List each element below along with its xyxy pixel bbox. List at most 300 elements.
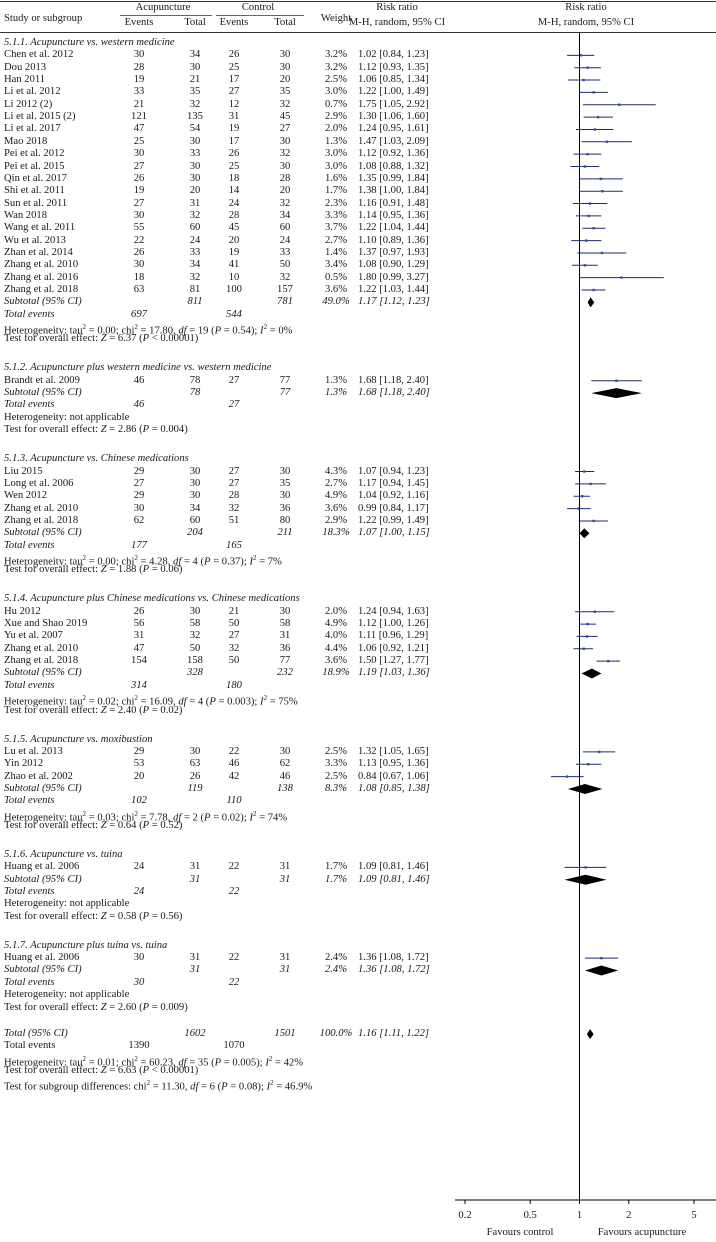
risk-ratio-ci: 1.17 [1.12, 1.23]	[358, 296, 430, 308]
control-total: 30	[279, 135, 291, 147]
point-estimate	[585, 239, 587, 241]
study-name: Han 2011	[4, 74, 46, 86]
point-estimate	[600, 957, 602, 959]
acu-events: 46	[133, 374, 145, 386]
acu-events: 24	[133, 861, 145, 873]
acu-total: 81	[189, 284, 201, 295]
acu-total: 32	[189, 209, 201, 221]
risk-ratio-ci: 1.11 [0.96, 1.29]	[358, 630, 429, 642]
weight-value: 8.3%	[324, 782, 348, 794]
risk-ratio-ci: 1.75 [1.05, 2.92]	[358, 98, 429, 110]
overall-effect-text: Test for overall effect: Z = 0.58 (P = 0.56)	[4, 910, 183, 922]
total-events-label: Total events	[4, 399, 55, 411]
weight-value: 2.5%	[324, 770, 348, 782]
risk-ratio-ci: 1.22 [1.00, 1.49]	[358, 86, 429, 98]
acu-total: 30	[189, 745, 201, 757]
summary-diamond	[580, 528, 590, 538]
acu-total: 811	[187, 296, 203, 308]
acu-events: 19	[133, 74, 145, 86]
control-total: 30	[279, 61, 291, 73]
control-total: 31	[279, 861, 291, 873]
weight-value: 2.7%	[324, 234, 348, 246]
point-estimate	[584, 165, 586, 167]
study-name: Sun et al. 2011	[4, 197, 68, 209]
weight-value: 1.7%	[324, 873, 348, 885]
weight-value: 4.4%	[324, 642, 348, 654]
weight-value: 4.9%	[324, 618, 348, 630]
axis-tick-label: 0.5	[523, 1210, 537, 1221]
acu-events: 19	[133, 185, 145, 197]
control-total: 1501	[274, 1028, 296, 1040]
acu-total: 30	[189, 477, 201, 489]
acu-events: 29	[133, 465, 145, 477]
point-estimate	[582, 648, 584, 650]
summary-diamond	[568, 784, 602, 794]
acu-events: 31	[133, 630, 145, 642]
header-risk-ratio-right: Risk ratio	[565, 2, 607, 13]
total-events-label: Total events	[4, 795, 55, 807]
weight-value: 2.5%	[324, 74, 348, 86]
acu-total: 1602	[184, 1028, 206, 1040]
acu-events: 20	[133, 770, 145, 782]
acu-total: 34	[189, 49, 201, 61]
subtotal-label: Subtotal (95% CI)	[4, 667, 82, 679]
header-acu-total: Total	[184, 17, 206, 28]
acu-total: 33	[189, 246, 201, 258]
point-estimate	[588, 215, 590, 217]
acu-events-total: 314	[131, 679, 147, 691]
study-name: Wan 2018	[4, 209, 47, 221]
acu-total: 20	[189, 185, 201, 197]
point-estimate	[615, 380, 617, 382]
weight-value: 1.4%	[324, 246, 348, 258]
control-total: 35	[279, 477, 291, 489]
total-events-label: Total events	[4, 976, 55, 988]
weight-value: 2.9%	[324, 514, 348, 526]
subgroup-differences-text: Test for subgroup differences: chi$^2$ = 11.30, df = 6 (P = 0.08); $I^2 = 46.9\%$	[4, 1079, 313, 1094]
header-acupuncture: Acupuncture	[135, 2, 191, 13]
control-total: 46	[279, 770, 291, 782]
favours-control-label: Favours control	[486, 1227, 554, 1238]
risk-ratio-ci: 1.14 [0.95, 1.36]	[358, 209, 429, 221]
risk-ratio-ci: 1.37 [0.97, 1.93]	[358, 246, 429, 258]
subtotal-label: Subtotal (95% CI)	[4, 527, 82, 539]
weight-value: 0.5%	[324, 271, 348, 283]
header-weight: Weight	[320, 13, 352, 24]
acu-total: 34	[189, 259, 201, 271]
study-name: Huang et al. 2006	[4, 861, 80, 873]
point-estimate	[618, 104, 620, 106]
point-estimate	[594, 128, 596, 130]
point-estimate	[586, 623, 588, 625]
acu-events: 30	[133, 209, 145, 221]
acu-total: 30	[189, 61, 201, 73]
heterogeneity-text: Heterogeneity: tau$^2$ = 0.02; chi$^2$ = 16.09, df = 4 (P = 0.003); $I^2 = 75\%$	[4, 694, 298, 708]
header-risk-ratio-left: Risk ratio	[376, 2, 418, 13]
study-name: Huang et al. 2006	[4, 952, 80, 964]
study-name: Shi et al. 2011	[4, 185, 65, 197]
control-total: 211	[277, 527, 293, 539]
overall-effect-text: Test for overall effect: Z = 1.88 (P = 0.06)	[4, 564, 183, 576]
control-events: 28	[228, 209, 240, 221]
subgroup-title: 5.1.3. Acupuncture vs. Chinese medications	[4, 453, 189, 465]
heterogeneity-text: Heterogeneity: not applicable	[4, 989, 130, 1001]
weight-value: 1.3%	[324, 135, 348, 147]
control-events: 27	[228, 374, 240, 386]
acu-events: 26	[133, 605, 145, 617]
control-total: 32	[279, 197, 291, 209]
weight-value: 2.0%	[324, 605, 348, 617]
risk-ratio-ci: 1.36 [1.08, 1.72]	[358, 952, 429, 964]
control-total: 35	[279, 86, 291, 98]
control-total: 32	[279, 98, 291, 110]
point-estimate	[586, 153, 588, 155]
acu-total: 30	[189, 172, 201, 184]
control-total: 77	[279, 387, 291, 399]
control-events: 24	[228, 197, 240, 209]
acu-events: 47	[133, 642, 145, 654]
weight-value: 2.4%	[324, 964, 348, 976]
study-name: Lu et al. 2013	[4, 745, 63, 757]
header-method-right: M-H, random, 95% CI	[537, 17, 635, 28]
control-events: 10	[228, 271, 240, 283]
acu-events: 56	[133, 618, 145, 630]
acu-total: 26	[189, 770, 201, 782]
risk-ratio-ci: 1.12 [0.93, 1.35]	[358, 61, 429, 73]
point-estimate	[581, 495, 583, 497]
study-name: Li et al. 2017	[4, 123, 61, 135]
acu-events: 27	[133, 160, 145, 172]
point-estimate	[586, 67, 588, 69]
acu-events: 29	[133, 745, 145, 757]
control-events: 22	[228, 861, 240, 873]
control-events: 51	[228, 514, 240, 526]
acu-events: 47	[133, 123, 145, 135]
acu-events: 27	[133, 477, 145, 489]
control-events: 19	[228, 246, 240, 258]
header-study: Study or subgroup	[4, 13, 83, 24]
point-estimate	[584, 264, 586, 266]
point-estimate	[592, 289, 594, 291]
total-events-label: Total events	[4, 308, 55, 320]
acu-total: 32	[189, 630, 201, 642]
weight-value: 2.4%	[324, 952, 348, 964]
acu-total: 31	[189, 952, 201, 964]
acu-total: 31	[189, 964, 201, 976]
weight-value: 2.3%	[324, 197, 348, 209]
risk-ratio-ci: 1.24 [0.95, 1.61]	[358, 123, 429, 135]
heterogeneity-text: Heterogeneity: tau$^2$ = 0.00; chi$^2$ = 4.28, df = 4 (P = 0.37); $I^2 = 7\%$	[4, 553, 282, 568]
control-events: 27	[228, 465, 240, 477]
acu-total: 33	[189, 148, 201, 160]
acu-events: 30	[133, 49, 145, 61]
weight-value: 0.7%	[324, 98, 348, 110]
risk-ratio-ci: 1.06 [0.92, 1.21]	[358, 642, 429, 654]
heterogeneity-text: Heterogeneity: tau$^2$ = 0.00; chi$^2$ = 17.80, df = 19 (P = 0.54); $I^2 = 0\%$	[4, 323, 293, 337]
control-total: 50	[279, 259, 291, 271]
study-name: Zhang et al. 2010	[4, 259, 79, 271]
acu-events: 30	[133, 148, 145, 160]
weight-value: 3.2%	[324, 49, 348, 61]
acu-events: 33	[133, 86, 145, 98]
point-estimate	[607, 660, 609, 662]
header-acu-events: Events	[124, 17, 154, 28]
axis-tick-label: 2	[626, 1210, 632, 1221]
weight-value: 4.0%	[324, 630, 348, 642]
control-total: 77	[279, 655, 291, 667]
study-name: Zhao et al. 2002	[4, 770, 73, 782]
control-events: 28	[228, 490, 240, 502]
risk-ratio-ci: 1.09 [0.81, 1.46]	[358, 873, 430, 885]
weight-value: 1.3%	[324, 387, 348, 399]
acu-total: 31	[189, 197, 201, 209]
overall-effect-text: Test for overall effect: Z = 2.86 (P = 0.004)	[4, 424, 188, 436]
weight-value: 4.3%	[324, 465, 348, 477]
header-ctl-total: Total	[274, 17, 296, 28]
control-events: 50	[228, 618, 240, 630]
study-name: Liu 2015	[4, 465, 43, 477]
acu-events: 28	[133, 61, 145, 73]
control-events: 31	[228, 111, 240, 123]
overall-effect-text: Test for overall effect: Z = 6.37 (P < 0.00001)	[4, 333, 199, 345]
point-estimate	[597, 116, 599, 118]
axis-tick-label: 5	[691, 1210, 697, 1221]
control-total: 36	[279, 502, 291, 514]
control-total: 157	[277, 284, 293, 295]
acu-total: 204	[187, 527, 203, 539]
weight-value: 3.6%	[324, 502, 348, 514]
acu-events-total: 24	[133, 886, 145, 898]
risk-ratio-ci: 1.07 [0.94, 1.23]	[358, 465, 429, 477]
point-estimate	[600, 178, 602, 180]
risk-ratio-ci: 1.09 [0.81, 1.46]	[358, 861, 429, 873]
weight-value: 3.0%	[324, 86, 348, 98]
weight-value: 3.4%	[324, 259, 348, 271]
control-events: 22	[228, 745, 240, 757]
weight-value: 3.0%	[324, 148, 348, 160]
weight-value: 4.9%	[324, 490, 348, 502]
weight-value: 3.0%	[324, 160, 348, 172]
control-events: 25	[228, 160, 240, 172]
control-events-total: 544	[226, 308, 242, 320]
study-name: Long et al. 2006	[4, 477, 74, 489]
acu-total: 63	[189, 758, 201, 770]
acu-total: 30	[189, 160, 201, 172]
subgroup-title: 5.1.2. Acupuncture plus western medicine vs. western medicine	[4, 362, 272, 374]
control-total: 30	[279, 465, 291, 477]
weight-value: 2.5%	[324, 745, 348, 757]
control-events: 42	[228, 770, 240, 782]
summary-diamond	[565, 875, 607, 885]
weight-value: 1.6%	[324, 172, 348, 184]
acu-total: 31	[189, 873, 201, 885]
weight-value: 3.6%	[324, 655, 348, 667]
summary-diamond	[585, 965, 618, 975]
acu-events: 22	[133, 234, 145, 246]
control-events: 26	[228, 49, 240, 61]
control-events: 21	[228, 605, 240, 617]
risk-ratio-ci: 1.22 [1.03, 1.44]	[358, 284, 429, 295]
control-total: 60	[279, 222, 291, 234]
total-events-label: Total events	[4, 679, 55, 691]
control-events-total: 110	[226, 795, 242, 807]
risk-ratio-ci: 1.13 [0.95, 1.36]	[358, 758, 429, 770]
acu-total: 35	[189, 86, 201, 98]
weight-value: 3.3%	[324, 758, 348, 770]
acu-events: 53	[133, 758, 145, 770]
control-events: 18	[228, 172, 240, 184]
point-estimate	[587, 763, 589, 765]
control-total: 20	[279, 74, 291, 86]
risk-ratio-ci: 1.68 [1.18, 2.40]	[358, 387, 430, 399]
acu-total: 30	[189, 490, 201, 502]
acu-total: 32	[189, 98, 201, 110]
acu-events-total: 30	[133, 976, 145, 988]
subtotal-label: Subtotal (95% CI)	[4, 296, 82, 308]
point-estimate	[589, 483, 591, 485]
overall-effect-text: Test for overall effect: Z = 0.64 (P = 0.52)	[4, 819, 183, 831]
weight-value: 2.9%	[324, 111, 348, 123]
weight-value: 1.7%	[324, 185, 348, 197]
acu-events: 21	[133, 98, 145, 110]
risk-ratio-ci: 1.36 [1.08, 1.72]	[358, 964, 430, 976]
acu-total: 158	[187, 655, 203, 667]
acu-total: 31	[189, 861, 201, 873]
control-total: 781	[277, 296, 293, 308]
control-events: 20	[228, 234, 240, 246]
heterogeneity-text: Heterogeneity: not applicable	[4, 411, 130, 423]
point-estimate	[582, 79, 584, 81]
weight-value: 3.3%	[324, 209, 348, 221]
study-name: Brandt et al. 2009	[4, 374, 80, 386]
control-total: 31	[279, 964, 291, 976]
overall-effect-text: Test for overall effect: Z = 2.60 (P = 0.009)	[4, 1001, 188, 1013]
control-total: 28	[279, 172, 291, 184]
control-events: 32	[228, 642, 240, 654]
control-events: 19	[228, 123, 240, 135]
study-name: Li et al. 2012	[4, 86, 61, 98]
total-overall-effect-text: Test for overall effect: Z = 6.63 (P < 0.00001)	[4, 1065, 199, 1077]
risk-ratio-ci: 1.17 [0.94, 1.45]	[358, 477, 429, 489]
control-total: 30	[279, 605, 291, 617]
risk-ratio-ci: 1.50 [1.27, 1.77]	[358, 655, 429, 667]
point-estimate	[584, 866, 586, 868]
control-events: 27	[228, 630, 240, 642]
heterogeneity-text: Heterogeneity: not applicable	[4, 898, 130, 910]
study-name: Zhang et al. 2010	[4, 642, 79, 654]
acu-total: 34	[189, 502, 201, 514]
control-events-total: 27	[228, 399, 240, 411]
control-total: 32	[279, 148, 291, 160]
study-name: Hu 2012	[4, 605, 41, 617]
study-name: Pei et al. 2012	[4, 148, 65, 160]
study-name: Zhang et al. 2010	[4, 502, 79, 514]
point-estimate	[589, 202, 591, 204]
acu-events: 121	[131, 111, 147, 123]
subgroup-title: 5.1.1. Acupuncture vs. western medicine	[4, 37, 175, 48]
risk-ratio-ci: 1.12 [1.00, 1.26]	[358, 618, 429, 630]
control-events: 45	[228, 222, 240, 234]
weight-value: 3.7%	[324, 222, 348, 234]
point-estimate	[594, 611, 596, 613]
risk-ratio-ci: 1.22 [1.04, 1.44]	[358, 222, 429, 234]
control-total: 36	[279, 642, 291, 654]
grand-total-events-label: Total events	[4, 1040, 56, 1052]
header-control: Control	[241, 2, 275, 13]
control-events: 26	[228, 148, 240, 160]
point-estimate	[592, 91, 594, 93]
acu-total: 78	[189, 374, 201, 386]
risk-ratio-ci: 1.02 [0.84, 1.23]	[358, 49, 429, 61]
risk-ratio-ci: 1.32 [1.05, 1.65]	[358, 745, 429, 757]
point-estimate	[620, 276, 622, 278]
summary-diamond	[591, 388, 642, 398]
risk-ratio-ci: 1.12 [0.92, 1.36]	[358, 148, 429, 160]
control-events: 17	[228, 74, 240, 86]
control-total: 34	[279, 209, 291, 221]
weight-value: 2.0%	[324, 123, 348, 135]
acu-events: 55	[133, 222, 145, 234]
study-name: Mao 2018	[4, 135, 48, 147]
control-events: 41	[228, 259, 240, 271]
axis-tick-label: 1	[576, 1210, 583, 1221]
study-name: Chen et al. 2012	[4, 49, 74, 61]
control-total: 62	[279, 758, 291, 770]
weight-value: 18.9%	[322, 667, 350, 679]
risk-ratio-ci: 1.38 [1.00, 1.84]	[358, 185, 429, 197]
control-total: 30	[279, 160, 291, 172]
acu-total: 21	[189, 74, 201, 86]
subtotal-label: Subtotal (95% CI)	[4, 782, 82, 794]
control-events: 22	[228, 952, 240, 964]
control-events: 46	[228, 758, 240, 770]
control-total: 20	[279, 185, 291, 197]
point-estimate	[601, 252, 603, 254]
header-ctl-events: Events	[219, 17, 249, 28]
acu-events-total: 177	[131, 539, 147, 551]
acu-events-total: 697	[131, 308, 147, 320]
risk-ratio-ci: 1.08 [0.85, 1.38]	[358, 782, 430, 794]
risk-ratio-ci: 1.06 [0.85, 1.34]	[358, 74, 429, 86]
subtotal-label: Subtotal (95% CI)	[4, 964, 82, 976]
control-total: 30	[279, 490, 291, 502]
risk-ratio-ci: 1.16 [0.91, 1.48]	[358, 197, 429, 209]
acu-total: 30	[189, 135, 201, 147]
control-events: 14	[228, 185, 240, 197]
study-name: Li et al. 2015 (2)	[4, 111, 76, 123]
acu-events: 26	[133, 172, 145, 184]
risk-ratio-ci: 1.10 [0.89, 1.36]	[358, 234, 429, 246]
control-total: 58	[279, 618, 291, 630]
control-total: 77	[279, 374, 291, 386]
acu-total: 54	[189, 123, 201, 135]
weight-value: 1.3%	[324, 374, 348, 386]
risk-ratio-ci: 1.08 [0.88, 1.32]	[358, 160, 429, 172]
acu-total: 135	[187, 111, 203, 123]
control-total: 24	[279, 234, 291, 246]
point-estimate	[583, 470, 585, 472]
control-total: 80	[279, 514, 291, 526]
study-name: Yin 2012	[4, 758, 44, 770]
study-name: Zhang et al. 2018	[4, 284, 79, 295]
control-events-total: 180	[226, 679, 242, 691]
acu-events: 27	[133, 197, 145, 209]
acu-total: 60	[189, 514, 201, 526]
acu-total: 119	[187, 782, 203, 794]
study-name: Zhang et al. 2016	[4, 271, 79, 283]
weight-value: 18.3%	[322, 527, 350, 539]
header-method-left: M-H, random, 95% CI	[348, 17, 446, 28]
